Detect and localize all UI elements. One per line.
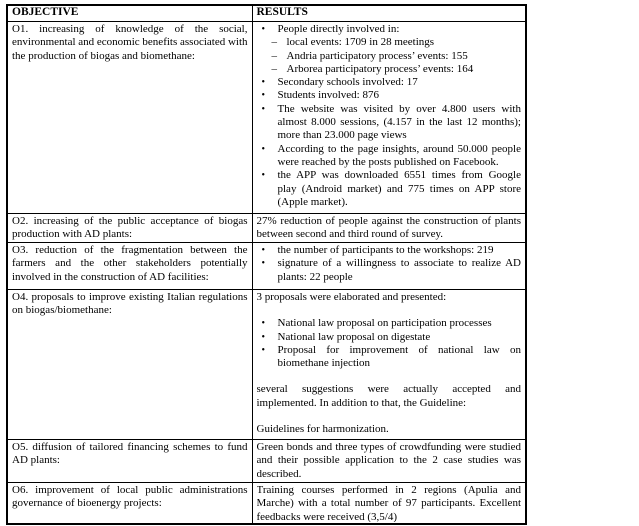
result-paragraph: Training courses performed in 2 regions (Apulia and Marche) with a total number of 97 participants. Excellent feedbacks were received (3,5/4) (256, 484, 521, 522)
objective-cell (7, 214, 252, 243)
column-header-results: RESULTS (252, 5, 526, 22)
result-list-item (262, 257, 522, 284)
result-list-item (262, 344, 522, 371)
table-body (7, 22, 526, 525)
result-item-text: the APP was downloaded 6551 times from Google play (Android market) and 775 times on APP store (Apple market). (277, 169, 521, 208)
result-item-text: The website was visited by over 4.800 users with almost 8.000 sessions, (4.157 in the last 12 months); more than 23.000 page views (277, 102, 521, 142)
objective-text: O3. reduction of the fragmentation between the farmers and the other stakeholders potentially involved in the construction of AD facilities: (12, 244, 248, 283)
result-list-item (262, 331, 522, 344)
objective-cell (7, 243, 252, 290)
results-cell (252, 290, 526, 440)
list-marker-icon: • (261, 77, 266, 89)
objective-text: O5. diffusion of tailored financing schemes to fund AD plants: (12, 441, 248, 467)
list-marker-icon: • (261, 258, 266, 270)
result-paragraph: 27% reduction of people against the construction of plants between second and third round of survey. (256, 215, 521, 241)
result-paragraph: 3 proposals were elaborated and presented: (256, 291, 447, 303)
result-list-item (262, 169, 522, 209)
blank-line (257, 410, 522, 423)
result-item-text: Students involved: 876 (277, 89, 379, 102)
result-list-item (272, 36, 522, 49)
list-marker-icon: • (261, 344, 266, 356)
results-list (257, 441, 522, 481)
results-list (257, 291, 522, 436)
objective-cell (7, 290, 252, 440)
result-paragraph: Guidelines for harmonization. (256, 423, 389, 436)
results-list (257, 244, 522, 284)
table-row (7, 214, 526, 243)
table-row (7, 243, 526, 290)
table-row (7, 290, 526, 440)
result-paragraph: Green bonds and three types of crowdfunding were studied and their possible application to the 2 case studies was described. (256, 441, 521, 480)
result-list-item (262, 23, 522, 36)
results-cell (252, 243, 526, 290)
result-item-text: Andria participatory process’ events: 155 (286, 49, 468, 62)
result-list-item (262, 103, 522, 143)
blank-line (257, 304, 522, 317)
list-marker-icon: • (261, 103, 266, 115)
results-list (257, 484, 522, 522)
result-item-text: Proposal for improvement of national law on biomethane injection (277, 343, 521, 370)
list-marker-icon: • (261, 90, 266, 102)
results-list (257, 23, 522, 209)
blank-line (257, 370, 522, 383)
list-marker-icon: • (261, 24, 266, 35)
table-row (7, 440, 526, 483)
objective-text: O2. increasing of the public acceptance of biogas production with AD plants: (12, 215, 248, 241)
result-item-text: Secondary schools involved: 17 (277, 76, 418, 89)
column-header-objective: OBJECTIVE (7, 5, 252, 22)
result-item-text: National law proposal on participation processes (277, 317, 492, 330)
results-cell (252, 440, 526, 483)
list-marker-icon: • (261, 143, 266, 155)
result-list-item (272, 63, 522, 76)
objective-cell (7, 440, 252, 483)
table-header-row (7, 5, 526, 22)
result-list-item (262, 143, 522, 170)
list-marker-icon: • (261, 170, 266, 182)
list-marker-icon: • (261, 245, 266, 256)
results-cell (252, 483, 526, 525)
objectives-results-table (6, 4, 527, 525)
list-marker-icon: – (271, 62, 277, 75)
result-list-item (262, 89, 522, 102)
result-paragraph: several suggestions were actually accepted and implemented. In addition to that, the Guideline: (256, 383, 521, 409)
result-list-item (262, 244, 522, 257)
list-marker-icon: • (261, 318, 266, 330)
result-list-item (262, 76, 522, 89)
table-row (7, 22, 526, 214)
objective-text: O1. increasing of knowledge of the social, environmental and economic benefits associated with the production of biogas and biomethane: (12, 23, 248, 62)
result-list-item (262, 317, 522, 330)
results-cell (252, 214, 526, 243)
list-marker-icon: • (261, 331, 266, 343)
results-cell (252, 22, 526, 214)
objective-cell (7, 483, 252, 525)
objective-text: O6. improvement of local public administrations governance of bioenergy projects: (12, 484, 248, 510)
result-item-text: According to the page insights, around 50.000 people were reached by the posts published on Facebook. (277, 142, 521, 168)
result-item-text: the number of participants to the workshops: 219 (277, 244, 494, 256)
table-row (7, 483, 526, 525)
result-item-text: local events: 1709 in 28 meetings (286, 36, 435, 49)
objective-text: O4. proposals to improve existing Italian regulations on biogas/biomethane: (12, 291, 248, 317)
list-marker-icon: – (271, 36, 277, 49)
result-item-text: Arborea participatory process’ events: 164 (286, 62, 474, 75)
list-marker-icon: – (271, 49, 277, 62)
result-list-item (272, 50, 522, 63)
result-item-text: People directly involved in: (277, 23, 400, 35)
results-list (257, 215, 522, 241)
objective-cell (7, 22, 252, 214)
result-item-text: National law proposal on digestate (277, 330, 431, 343)
result-item-text: signature of a willingness to associate to realize AD plants: 22 people (277, 257, 521, 283)
